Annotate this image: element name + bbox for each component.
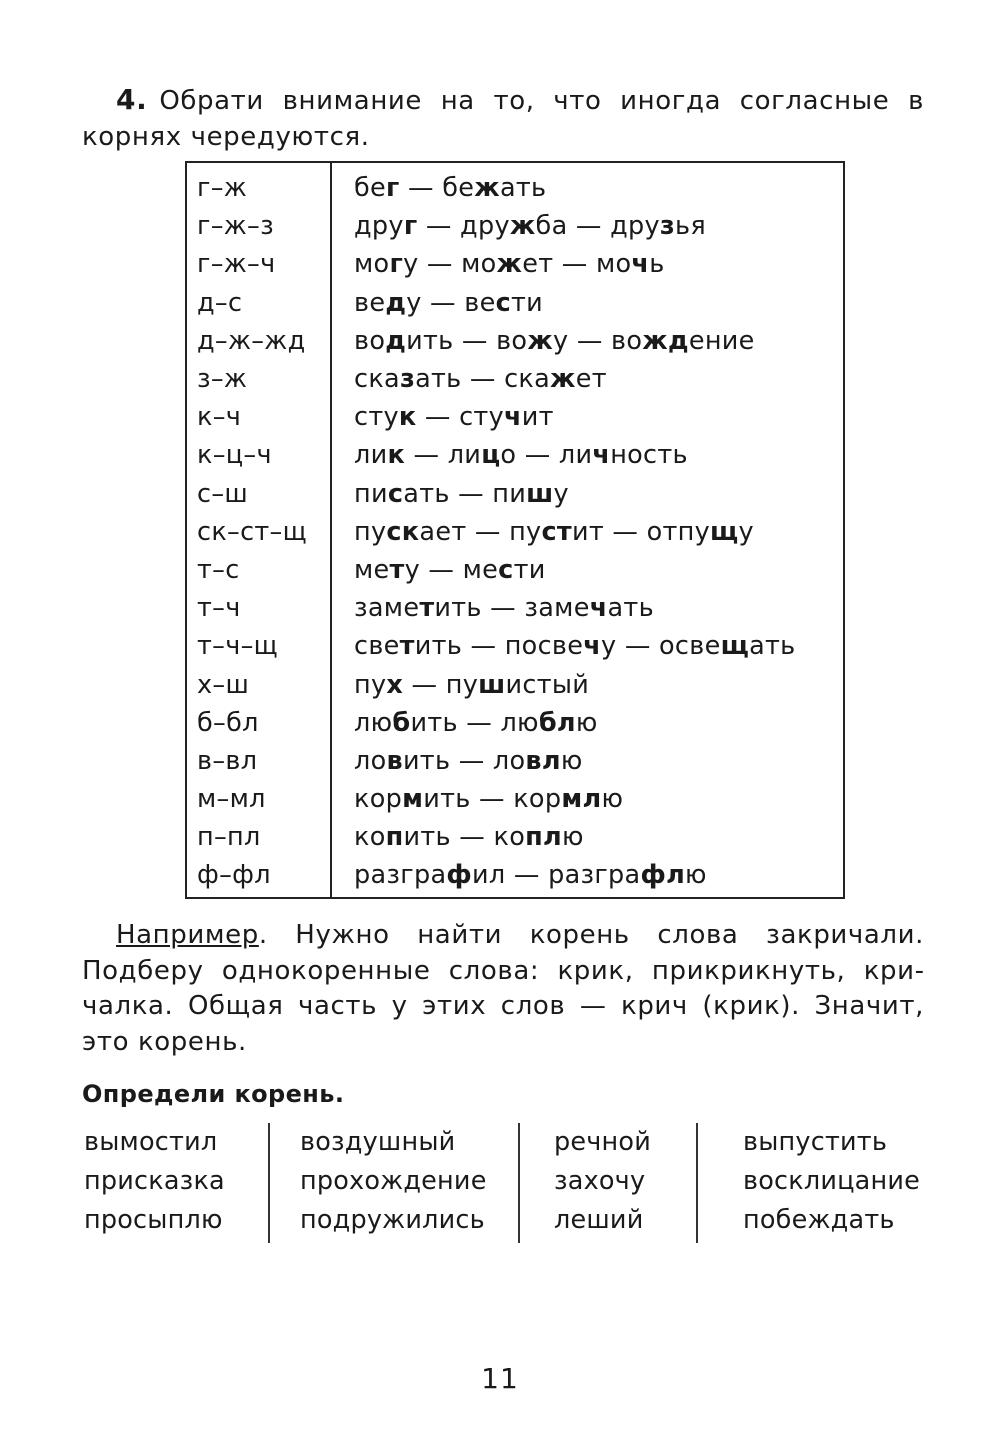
alternating-letter: в <box>386 745 403 776</box>
example-words <box>331 284 844 322</box>
alternation-row <box>186 780 844 818</box>
word-fragment: о — ли <box>500 440 593 471</box>
alternating-letter: ж <box>496 249 523 280</box>
word-item: выпустить <box>743 1127 888 1157</box>
alternating-letter: м <box>402 784 424 815</box>
alternating-letter: ч <box>631 249 650 280</box>
word-fragment: разгра <box>354 860 447 891</box>
example-paragraph <box>82 918 924 1060</box>
word-fragment: пу <box>354 669 387 700</box>
word-fragment: ать <box>499 173 547 204</box>
example-words <box>331 551 844 589</box>
alternating-letter: ч <box>589 593 608 624</box>
alternating-letter: б <box>392 707 411 738</box>
alternating-letter: ш <box>478 669 506 700</box>
word-fragment: — сту <box>416 402 504 433</box>
word-fragment: бе <box>354 173 387 204</box>
task-title: Определи корень. <box>82 1080 345 1108</box>
example-words <box>331 704 844 742</box>
word-fragment: у — осве <box>601 631 721 662</box>
alternation-row <box>186 551 844 589</box>
alternating-letter: т <box>399 631 415 662</box>
alternation-row <box>186 162 844 207</box>
alternating-letter: ф <box>446 860 472 891</box>
consonant-pair: б–бл <box>186 704 331 742</box>
alternating-letter: х <box>386 669 404 700</box>
alternation-row <box>186 513 844 551</box>
consonant-pair: в–вл <box>186 742 331 780</box>
consonant-pair: з–ж <box>186 360 331 398</box>
alternation-row <box>186 627 844 665</box>
consonant-pair: д–ж–жд <box>186 322 331 360</box>
example-words <box>331 856 844 897</box>
alternating-letter: бл <box>538 707 576 738</box>
example-words <box>331 245 844 283</box>
alternating-letter: вл <box>525 745 561 776</box>
word-fragment: у — ме <box>404 554 499 585</box>
consonant-pair: г–ж <box>186 162 331 207</box>
alternating-letter: к <box>398 402 417 433</box>
word-fragment: — пу <box>403 669 479 700</box>
example-words <box>331 436 844 474</box>
example-words <box>331 589 844 627</box>
alternating-letter: т <box>389 554 405 585</box>
example-words <box>331 780 844 818</box>
word-fragment: во <box>354 325 386 356</box>
word-fragment: ло <box>354 745 387 776</box>
alternating-letter: д <box>385 325 407 356</box>
word-fragment: ить — кор <box>423 784 562 815</box>
word-fragment: ья <box>675 211 707 242</box>
alternating-letter: щ <box>710 516 739 547</box>
alternating-letter: ж <box>550 364 576 395</box>
example-text: . Нужно найти корень слова закричали. Подберу однокоренные слова: крик, прикрикнуть, кричалка. Общая часть у этих слов — крич (крик). Значит, это корень. <box>82 920 924 1057</box>
alternation-row <box>186 589 844 627</box>
example-words <box>331 665 844 703</box>
alternating-letter: ст <box>541 516 572 547</box>
word-item: присказка <box>84 1166 225 1196</box>
consonant-pair: ф–фл <box>186 856 331 897</box>
word-fragment: ю <box>575 707 598 738</box>
word-fragment: ба — дру <box>535 211 660 242</box>
page-number: 11 <box>481 1362 519 1395</box>
word-item: побеждать <box>743 1205 895 1235</box>
alternating-letter: з <box>399 364 416 395</box>
word-fragment: ли <box>354 440 388 471</box>
word-column <box>743 1123 920 1245</box>
alternation-row <box>186 665 844 703</box>
exercise-instruction: Обрати внимание на то, что иногда согласные в корнях чередуются. <box>82 86 924 152</box>
alternation-table <box>185 161 845 899</box>
alternation-row <box>186 284 844 322</box>
alternating-letter: ж <box>509 211 536 242</box>
word-column <box>84 1123 225 1245</box>
alternation-row <box>186 475 844 513</box>
consonant-pair: т–ч–щ <box>186 627 331 665</box>
word-fragment: ает — пу <box>419 516 542 547</box>
word-fragment: ить — заме <box>434 593 590 624</box>
alternating-letter: д <box>385 287 407 318</box>
consonant-pair: г–ж–з <box>186 207 331 245</box>
word-fragment: ю <box>685 860 707 891</box>
word-fragment: у <box>553 478 569 509</box>
alternation-row <box>186 818 844 856</box>
alternating-letter: пл <box>525 822 563 853</box>
word-fragment: ти <box>513 554 546 585</box>
example-words <box>331 475 844 513</box>
word-fragment: ет <box>575 364 607 395</box>
alternation-row <box>186 742 844 780</box>
word-fragment: пи <box>354 478 388 509</box>
alternating-letter: ш <box>526 478 554 509</box>
alternation-row <box>186 360 844 398</box>
example-words <box>331 360 844 398</box>
example-words <box>331 742 844 780</box>
word-column <box>554 1123 651 1245</box>
exercise-intro <box>82 82 924 155</box>
word-fragment: ать — пи <box>403 478 527 509</box>
word-fragment: — бе <box>399 173 475 204</box>
column-divider <box>518 1123 520 1243</box>
alternating-letter: ч <box>503 402 522 433</box>
consonant-pair: с–ш <box>186 475 331 513</box>
alternating-letter: ц <box>481 440 501 471</box>
example-words <box>331 513 844 551</box>
alternating-letter: мл <box>561 784 602 815</box>
word-fragment: у — во <box>553 325 643 356</box>
word-item: воздушный <box>300 1127 456 1157</box>
word-fragment: мо <box>354 249 390 280</box>
consonant-pair: м–мл <box>186 780 331 818</box>
word-fragment: ать <box>749 631 796 662</box>
word-fragment: ит — отпу <box>571 516 711 547</box>
alternating-letter: ск <box>386 516 420 547</box>
alternation-row <box>186 322 844 360</box>
word-fragment: истый <box>505 669 590 700</box>
consonant-pair: п–пл <box>186 818 331 856</box>
word-fragment: ит <box>521 402 554 433</box>
word-fragment: ю <box>560 745 583 776</box>
alternating-letter: п <box>385 822 404 853</box>
example-words <box>331 398 844 436</box>
example-lead: Например <box>116 920 259 950</box>
alternating-letter: г <box>403 211 418 242</box>
alternating-letter: к <box>387 440 406 471</box>
alternating-letter: с <box>387 478 404 509</box>
consonant-pair: т–с <box>186 551 331 589</box>
alternating-letter: с <box>498 554 514 585</box>
alternating-letter: т <box>419 593 435 624</box>
word-fragment: ить — лю <box>410 707 539 738</box>
word-fragment: ать <box>607 593 654 624</box>
example-words <box>331 207 844 245</box>
example-words <box>331 818 844 856</box>
word-column <box>300 1123 487 1245</box>
word-fragment: ю <box>562 822 584 853</box>
alternation-row <box>186 245 844 283</box>
word-fragment: ить — ло <box>402 745 526 776</box>
example-words <box>331 162 844 207</box>
word-fragment: кор <box>354 784 403 815</box>
word-fragment: ение <box>688 325 755 356</box>
alternating-letter: с <box>495 287 511 318</box>
word-fragment: ить — ко <box>403 822 526 853</box>
word-fragment: ность <box>610 440 688 471</box>
example-words <box>331 627 844 665</box>
exercise-number: 4. <box>116 83 148 116</box>
consonant-pair: т–ч <box>186 589 331 627</box>
alternation-row <box>186 436 844 474</box>
word-fragment: ска <box>354 364 400 395</box>
word-fragment: ме <box>354 554 390 585</box>
word-fragment: ти <box>510 287 544 318</box>
word-item: подружились <box>300 1205 485 1235</box>
word-fragment: у <box>738 516 754 547</box>
word-item: речной <box>554 1127 651 1157</box>
alternation-row <box>186 207 844 245</box>
word-fragment: у — мо <box>403 249 497 280</box>
word-item: прохождение <box>300 1166 487 1196</box>
word-fragment: у — ве <box>406 287 496 318</box>
word-fragment: све <box>354 631 400 662</box>
alternating-letter: ч <box>583 631 602 662</box>
alternating-letter: з <box>659 211 676 242</box>
word-fragment: ил — разгра <box>472 860 641 891</box>
word-fragment: заме <box>354 593 420 624</box>
word-fragment: — дру <box>417 211 510 242</box>
alternating-letter: ж <box>527 325 554 356</box>
alternating-letter: г <box>389 249 404 280</box>
word-fragment: — ли <box>405 440 482 471</box>
word-item: вымостил <box>84 1127 218 1157</box>
word-fragment: ю <box>601 784 624 815</box>
word-item: захочу <box>554 1166 646 1196</box>
example-words <box>331 322 844 360</box>
alternating-letter: жд <box>642 325 689 356</box>
column-divider <box>696 1123 698 1243</box>
word-item: леший <box>554 1205 644 1235</box>
consonant-pair: ск–ст–щ <box>186 513 331 551</box>
word-fragment: сту <box>354 402 399 433</box>
consonant-pair: к–ч <box>186 398 331 436</box>
alternation-row <box>186 704 844 742</box>
alternating-letter: г <box>386 173 400 204</box>
word-fragment: ве <box>354 287 386 318</box>
consonant-pair: г–ж–ч <box>186 245 331 283</box>
word-fragment: ко <box>354 822 386 853</box>
word-item: просыплю <box>84 1205 223 1235</box>
word-fragment: пу <box>354 516 387 547</box>
word-fragment: ить — посве <box>414 631 584 662</box>
word-fragment: дру <box>354 211 404 242</box>
alternating-letter: фл <box>640 860 686 891</box>
consonant-pair: к–ц–ч <box>186 436 331 474</box>
alternating-letter: щ <box>720 631 750 662</box>
word-fragment: ать — ска <box>415 364 551 395</box>
word-fragment: ет — мо <box>522 249 632 280</box>
alternating-letter: ч <box>592 440 611 471</box>
alternation-row <box>186 856 844 897</box>
consonant-pair: д–с <box>186 284 331 322</box>
word-fragment: ь <box>649 249 665 280</box>
alternating-letter: ж <box>474 173 500 204</box>
word-fragment: ить — во <box>406 325 528 356</box>
consonant-pair: х–ш <box>186 665 331 703</box>
alternation-row <box>186 398 844 436</box>
word-fragment: лю <box>354 707 393 738</box>
word-list <box>82 1123 932 1245</box>
column-divider <box>268 1123 270 1243</box>
word-item: восклицание <box>743 1166 921 1196</box>
